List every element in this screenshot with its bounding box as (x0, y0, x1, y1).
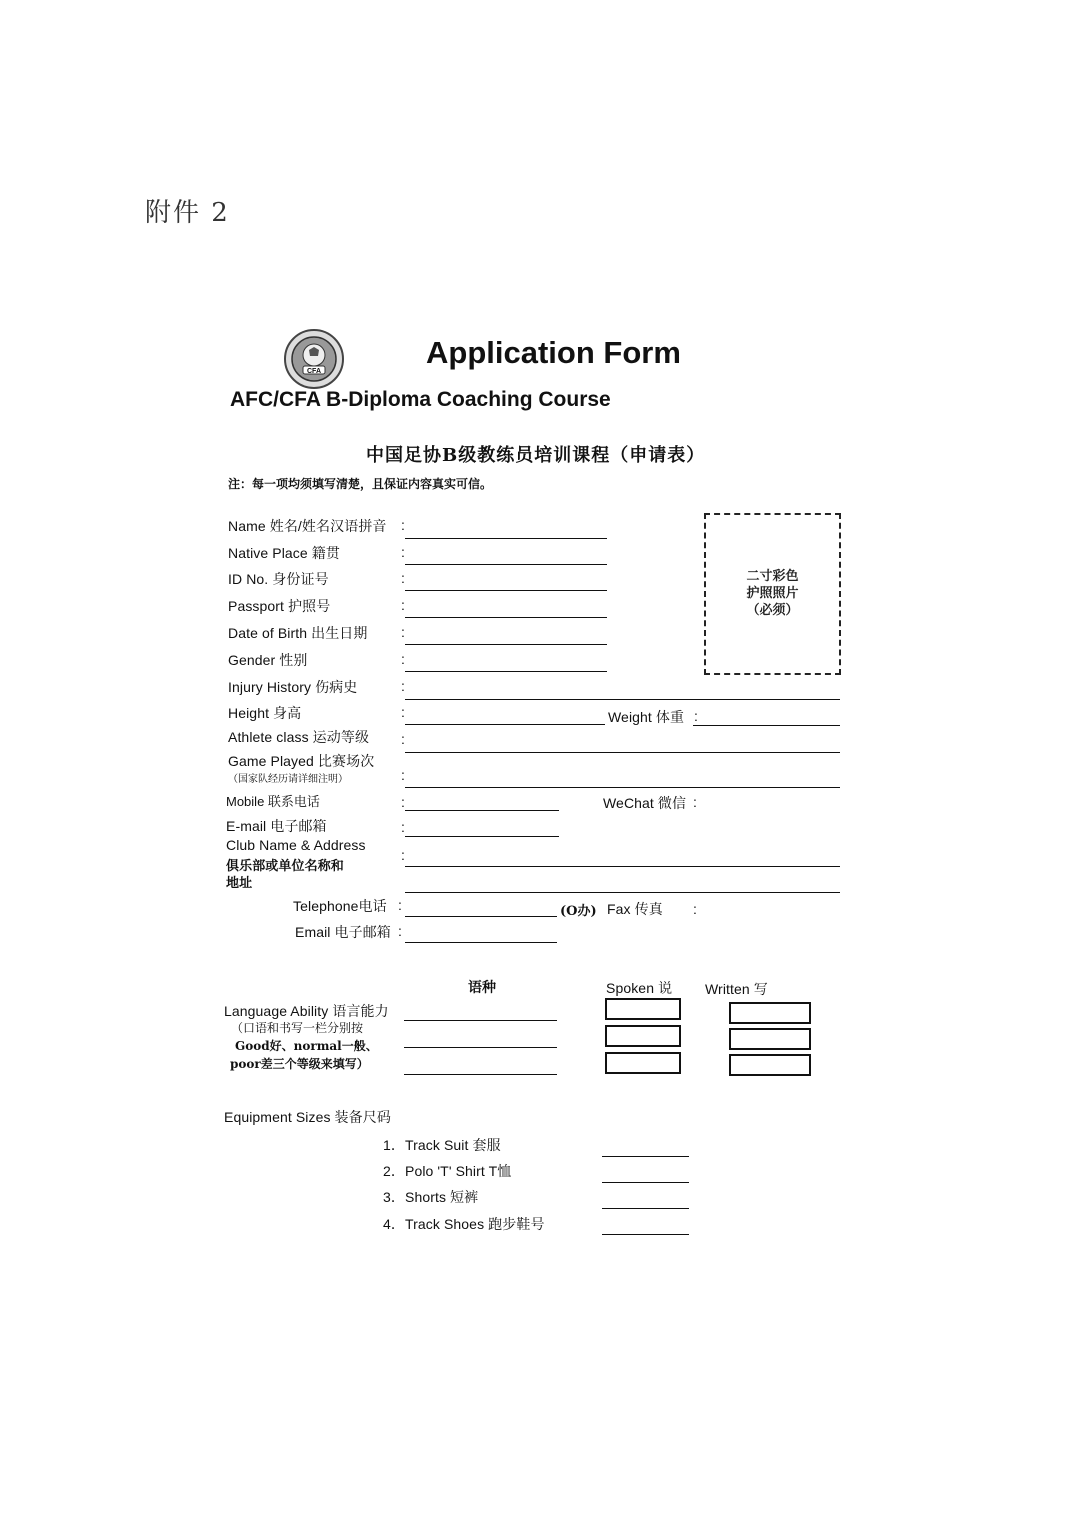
colon: : (401, 678, 405, 694)
dob-label: Date of Birth 出生日期 (228, 625, 368, 641)
colon: : (693, 794, 697, 810)
form-note: 注：每一项均须填写清楚，且保证内容真实可信。 (228, 477, 493, 491)
mobile-input-line[interactable] (405, 810, 559, 811)
colon: : (401, 517, 405, 533)
photo-instructions (706, 568, 839, 619)
spoken-box-1[interactable] (605, 998, 681, 1020)
language-note-2: Good好、normal一般、 (235, 1039, 378, 1053)
club-email-label: Email 电子邮箱 (295, 924, 391, 940)
colon: : (401, 704, 405, 720)
equipment-item-label: Shorts 短裤 (405, 1189, 479, 1205)
club-email-input-line[interactable] (405, 942, 557, 943)
wechat-label: WeChat 微信 (603, 795, 687, 811)
dob-input-line[interactable] (405, 644, 607, 645)
photo-line-1: 二寸彩色 (746, 569, 799, 584)
injury-input-line[interactable] (405, 699, 840, 700)
polo-shirt-input-line[interactable] (602, 1182, 689, 1183)
written-box-1[interactable] (729, 1002, 811, 1024)
gender-label: Gender 性别 (228, 652, 308, 668)
passport-input-line[interactable] (405, 617, 607, 618)
club-label-line-2: 俱乐部或单位名称和 (226, 859, 344, 874)
equipment-item-num: 4． (383, 1216, 405, 1232)
written-header: Written 写 (705, 981, 768, 997)
colon: : (401, 731, 405, 747)
equipment-item (383, 1161, 511, 1181)
cfa-emblem-icon (283, 328, 345, 390)
email-label: E-mail 电子邮箱 (226, 818, 327, 834)
colon: : (401, 819, 405, 835)
game-played-note: （国家队经历请详细注明） (228, 774, 348, 785)
equipment-item-label: Track Suit 套服 (405, 1137, 501, 1153)
native-place-input-line[interactable] (405, 564, 607, 565)
gender-input-line[interactable] (405, 671, 607, 672)
club-telephone-label: Telephone电话 (293, 898, 387, 914)
native-place-label: Native Place 籍贯 (228, 545, 340, 561)
weight-input-line[interactable] (693, 725, 840, 726)
language-input-line-3[interactable] (404, 1074, 557, 1075)
equipment-item-num: 2． (383, 1163, 405, 1179)
equipment-title: Equipment Sizes 装备尺码 (224, 1109, 391, 1125)
spoken-box-3[interactable] (605, 1052, 681, 1074)
club-input-line-2[interactable] (405, 892, 840, 893)
photo-box[interactable] (704, 513, 841, 675)
equipment-item (383, 1214, 545, 1234)
weight-label: Weight 体重 (608, 709, 685, 725)
colon: : (401, 597, 405, 613)
equipment-item-label: Track Shoes 跑步鞋号 (405, 1216, 545, 1232)
written-box-2[interactable] (729, 1028, 811, 1050)
colon: : (694, 708, 698, 724)
spoken-box-2[interactable] (605, 1025, 681, 1047)
athlete-class-label: Athlete class 运动等级 (228, 729, 370, 745)
club-label-line-3: 地址 (226, 876, 253, 891)
id-no-input-line[interactable] (405, 590, 607, 591)
colon: : (401, 544, 405, 560)
colon: : (401, 767, 405, 783)
form-title: Application Form (426, 335, 681, 370)
height-label: Height 身高 (228, 705, 302, 721)
mobile-label: Mobile 联系电话 (226, 794, 320, 809)
form-subtitle: AFC/CFA B-Diploma Coaching Course (230, 388, 611, 411)
language-input-line-1[interactable] (404, 1020, 557, 1021)
colon: : (401, 651, 405, 667)
colon: : (401, 847, 405, 863)
height-input-line[interactable] (405, 724, 605, 725)
club-telephone-input-line[interactable] (405, 916, 557, 917)
attachment-label: 附件 2 (145, 198, 230, 228)
language-note-3: poor差三个等级来填写） (230, 1057, 369, 1071)
office-label: (O办) (560, 904, 597, 919)
written-box-3[interactable] (729, 1054, 811, 1076)
id-no-label: ID No. 身份证号 (228, 571, 329, 587)
injury-label: Injury History 伤病史 (228, 679, 358, 695)
club-label-line-1: Club Name & Address (226, 837, 366, 853)
equipment-item-num: 1． (383, 1137, 405, 1153)
photo-line-2: 护照照片 (746, 586, 799, 601)
athlete-class-input-line[interactable] (405, 752, 840, 753)
fax-label: Fax 传真 (607, 901, 663, 917)
club-input-line-1[interactable] (405, 866, 840, 867)
shorts-input-line[interactable] (602, 1208, 689, 1209)
equipment-item-label: Polo 'T' Shirt T恤 (405, 1163, 512, 1179)
language-label: Language Ability 语言能力 (224, 1003, 389, 1019)
colon: : (401, 794, 405, 810)
equipment-item (383, 1187, 478, 1207)
passport-label: Passport 护照号 (228, 598, 331, 614)
colon: : (398, 897, 402, 913)
language-input-line-2[interactable] (404, 1047, 557, 1048)
name-label: Name 姓名/姓名汉语拼音 (228, 518, 387, 534)
language-header: 语种 (468, 980, 496, 996)
track-suit-input-line[interactable] (602, 1156, 689, 1157)
equipment-item (383, 1135, 501, 1155)
colon: : (693, 901, 697, 917)
logo-text: CFA (307, 368, 321, 375)
spoken-header: Spoken 说 (606, 980, 673, 996)
email-input-line[interactable] (405, 836, 559, 837)
game-played-input-line[interactable] (405, 787, 840, 788)
colon: : (401, 624, 405, 640)
form-cn-title: 中国足协B级教练员培训课程（申请表） (366, 445, 706, 466)
colon: : (398, 923, 402, 939)
track-shoes-input-line[interactable] (602, 1234, 689, 1235)
equipment-item-num: 3． (383, 1189, 405, 1205)
language-note-1: （口语和书写一栏分别按 (231, 1021, 364, 1035)
name-input-line[interactable] (405, 538, 607, 539)
game-played-label: Game Played 比赛场次 (228, 753, 375, 769)
colon: : (401, 570, 405, 586)
photo-line-3: （必须） (746, 603, 799, 618)
